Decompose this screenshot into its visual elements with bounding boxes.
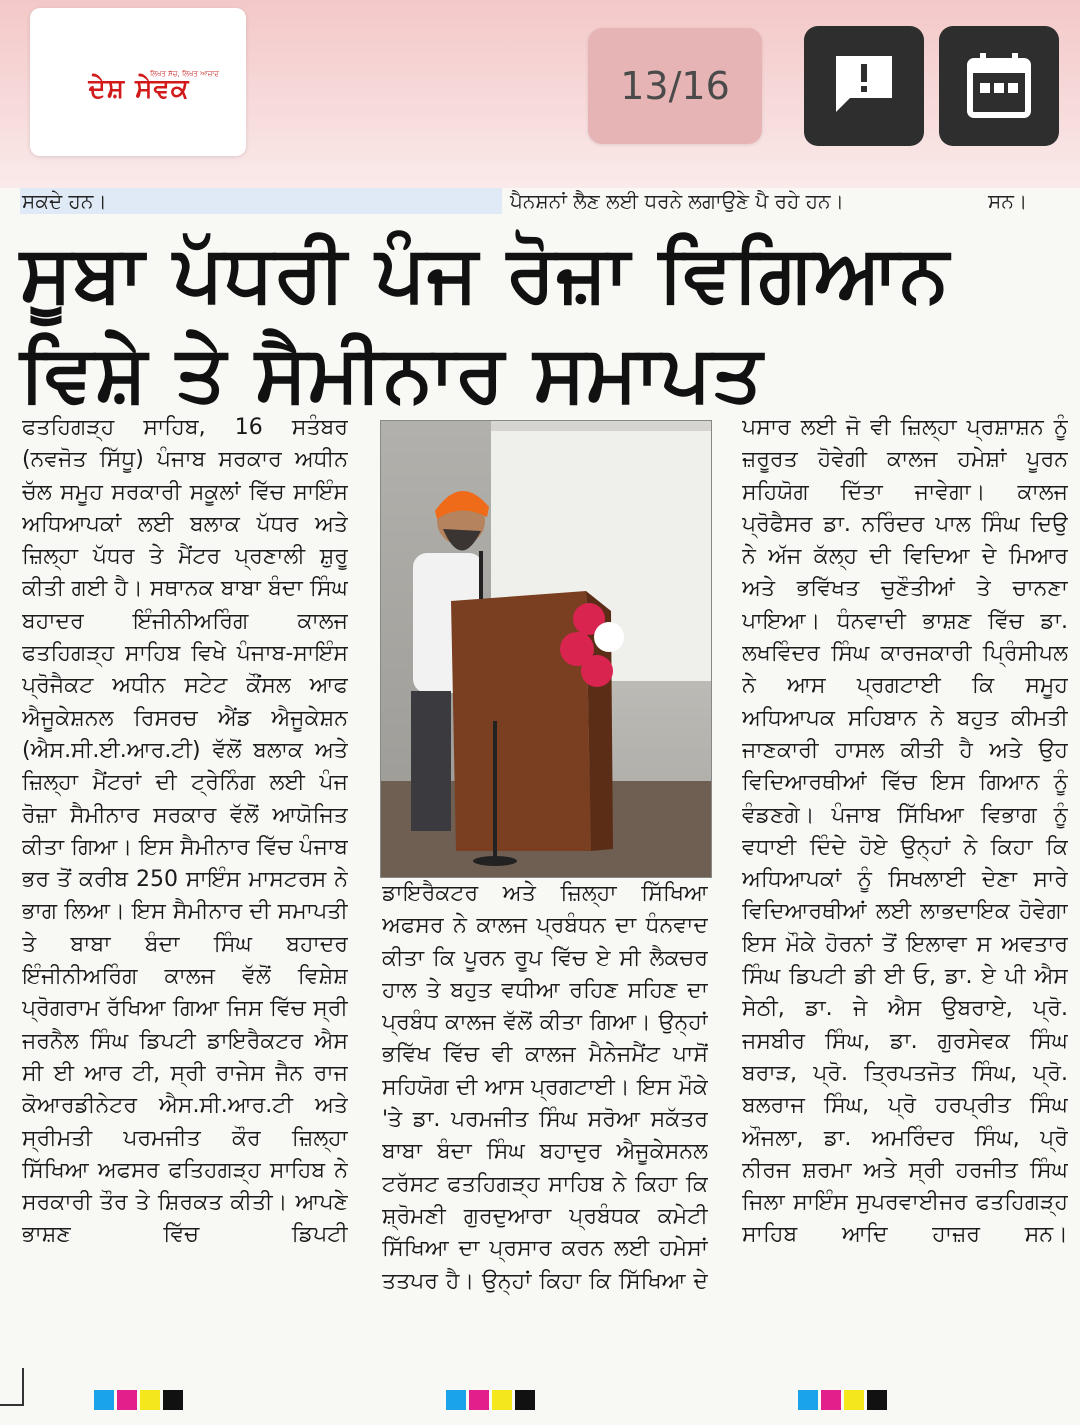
column-2-text: ਡਾਇਰੈਕਟਰ ਅਤੇ ਜ਼ਿਲ੍ਹਾ ਸਿੱਖਿਆ ਅਫਸਰ ਨੇ ਕਾਲਜ ਪ੍ਰਬੰਧਨ ਦਾ ਧੰਨਵਾਦ ਕੀਤਾ ਕਿ ਪੂਰਨ ਰੂਪ ਵਿੱਚ ਏ ਸੀ ਲੈਕਚਰ ਹਾਲ ਤੇ ਬਹੁਤ ਵਧੀਆ ਰਹਿਣ ਸਹਿਣ ਦਾ ਪ੍ਰਬੰਧ ਕਾਲਜ ਵੱਲੋਂ ਕੀਤਾ ਗਿਆ। ਉਨ੍ਹਾਂ ਭਵਿੱਖ ਵਿੱਚ ਵੀ ਕਾਲਜ ਮੈਨੇਜਮੈਂਟ ਪਾਸੋਂ ਸਹਿਯੋਗ ਦੀ ਆਸ ਪ੍ਰਗਟਾਈ। ਇਸ ਮੌਕੇ 'ਤੇ ਡਾ. ਪਰਮਜੀਤ ਸਿੰਘ ਸਰੋਆ ਸਕੱਤਰ ਬਾਬਾ ਬੰਦਾ ਸਿੰਘ ਬਹਾਦੁਰ ਐਜੂਕੇਸਨਲ ਟਰੱਸਟ ਫਤਹਿਗੜ੍ਹ ਸਾਹਿਬ ਨੇ ਕਿਹਾ ਕਿ ਸ਼੍ਰੋਮਣੀ ਗੁਰਦੁਆਰਾ ਪ੍ਰਬੰਧਕ ਕਮੇਟੀ ਸਿੱਖਿਆ ਦਾ ਪ੍ਰਸਾਰ ਕਰਨ ਲਈ ਹਮੇਸਾਂ ਤਤਪਰ ਹੈ। ਉਨ੍ਹਾਂ ਕਿਹਾ ਕਿ ਸਿੱਖਿਆ ਦੇ — [382, 881, 708, 1294]
column-1-text: ਫਤਹਿਗੜ੍ਹ ਸਾਹਿਬ, 16 ਸਤੰਬਰ (ਨਵਜੋਤ ਸਿੱਧੂ) ਪੰਜਾਬ ਸਰਕਾਰ ਅਧੀਨ ਚੱਲ ਸਮੂਹ ਸਰਕਾਰੀ ਸਕੂਲਾਂ ਵਿੱਚ ਸਾਇੰਸ ਅਧਿਆਪਕਾਂ ਲਈ ਬਲਾਕ ਪੱਧਰ ਅਤੇ ਜ਼ਿਲ੍ਹਾ ਪੱਧਰ ਤੇ ਮੈਂਟਰ ਪ੍ਰਣਾਲੀ ਸ਼ੁਰੂ ਕੀਤੀ ਗਈ ਹੈ। ਸਥਾਨਕ ਬਾਬਾ ਬੰਦਾ ਸਿੰਘ ਬਹਾਦਰ ਇੰਜੀਨੀਅਰਿੰਗ ਕਾਲਜ ਫਤਹਿਗੜ੍ਹ ਸਾਹਿਬ ਵਿਖੇ ਪੰਜਾਬ-ਸਾਇੰਸ ਪ੍ਰੋਜੈਕਟ ਅਧੀਨ ਸਟੇਟ ਕੌਂਸਲ ਆਫ ਐਜੂਕੇਸ਼ਨਲ ਰਿਸਰਚ ਐਂਡ ਐਜੂਕੇਸ਼ਨ (ਐਸ.ਸੀ.ਈ.ਆਰ.ਟੀ) ਵੱਲੋਂ ਬਲਾਕ ਅਤੇ ਜ਼ਿਲ੍ਹਾ ਮੈਂਟਰਾਂ ਦੀ ਟ੍ਰੇਨਿੰਗ ਲਈ ਪੰਜ ਰੋਜ਼ਾ ਸੈਮੀਨਾਰ ਸਰਕਾਰ ਵੱਲੋਂ ਆਯੋਜਿਤ ਕੀਤਾ ਗਿਆ। ਇਸ ਸੈਮੀਨਾਰ ਵਿੱਚ ਪੰਜਾਬ ਭਰ ਤੋਂ ਕਰੀਬ 250 ਸਾਇੰਸ ਮਾਸਟਰਸ ਨੇ ਭਾਗ ਲਿਆ। ਇਸ ਸੈਮੀਨਾਰ ਦੀ ਸਮਾਪਤੀ ਤੇ ਬਾਬਾ ਬੰਦਾ ਸਿੰਘ ਬਹਾਦਰ ਇੰਜੀਨੀਅਰਿੰਗ ਕਾਲਜ ਵੱਲੋਂ ਵਿਸ਼ੇਸ਼ ਪ੍ਰੋਗਰਾਮ ਰੱਖਿਆ ਗਿਆ ਜਿਸ ਵਿੱਚ ਸ੍ਰੀ ਜਰਨੈਲ ਸਿੰਘ ਡਿਪਟੀ ਡਾਇਰੈਕਟਰ ਐਸ ਸੀ ਈ ਆਰ ਟੀ, ਸ੍ਰੀ ਰਾਜੇਸ ਜੈਨ ਰਾਜ ਕੋਆਰਡੀਨੇਟਰ ਐਸ.ਸੀ.ਆਰ.ਟੀ ਅਤੇ ਸ੍ਰੀਮਤੀ ਪਰਮਜੀਤ ਕੌਰ ਜ਼ਿਲ੍ਹਾ ਸਿੱਖਿਆ ਅਫਸਰ ਫਤਿਹਗੜ੍ਹ ਸਾਹਿਬ ਨੇ ਸਰਕਾਰੀ ਤੌਰ ਤੇ ਸ਼ਿਰਕਤ ਕੀਤੀ। ਆਪਣੇ ਭਾਸ਼ਣ ਵਿੱਚ ਡਿਪਟੀ — [22, 415, 348, 1248]
newspaper-page[interactable] — [0, 188, 1080, 1425]
logo-tagline: ਲਿਖਤ ਸੱਚ, ਲਿਖਤ ਆਜ਼ਾਦ — [150, 70, 219, 78]
headline-line-1: ਸੂਬਾ ਪੱਧਰੀ ਪੰਜ ਰੋਜ਼ਾ ਵਿਗਿਆਨ — [20, 229, 950, 319]
feedback-icon — [828, 48, 900, 124]
article-column-3 — [742, 412, 1068, 1392]
article-column-2 — [382, 878, 708, 1378]
newspaper-logo[interactable] — [30, 8, 246, 156]
previous-article-text-left: ਸਕਦੇ ਹਨ। — [20, 188, 502, 214]
feedback-button[interactable] — [804, 26, 924, 146]
column-3-text: ਪਸਾਰ ਲਈ ਜੋ ਵੀ ਜ਼ਿਲ੍ਹਾ ਪ੍ਰਸ਼ਾਸ਼ਨ ਨੂੰ ਜ਼ਰੂਰਤ ਹੋਵੇਗੀ ਕਾਲਜ ਹਮੇਸ਼ਾਂ ਪੂਰਨ ਸਹਿਯੋਗ ਦਿੱਤਾ ਜਾਵੇਗਾ। ਕਾਲਜ ਪ੍ਰੋਫੈਸਰ ਡਾ. ਨਰਿੰਦਰ ਪਾਲ ਸਿੰਘ ਦਿਉ ਨੇ ਅੱਜ ਕੱਲ੍ਹ ਦੀ ਵਿਦਿਆ ਦੇ ਮਿਆਰ ਅਤੇ ਭਵਿੱਖਤ ਚੁਣੌਤੀਆਂ ਤੇ ਚਾਨਣਾ ਪਾਇਆ। ਧੰਨਵਾਦੀ ਭਾਸ਼ਣ ਵਿੱਚ ਡਾ. ਲਖਵਿੰਦਰ ਸਿੰਘ ਕਾਰਜਕਾਰੀ ਪ੍ਰਿੰਸੀਪਲ ਨੇ ਆਸ ਪ੍ਰਗਟਾਈ ਕਿ ਸਮੂਹ ਅਧਿਆਪਕ ਸਹਿਬਾਨ ਨੇ ਬਹੁਤ ਕੀਮਤੀ ਜਾਣਕਾਰੀ ਹਾਸਲ ਕੀਤੀ ਹੈ ਅਤੇ ਉਹ ਵਿਦਿਆਰਥੀਆਂ ਵਿੱਚ ਇਸ ਗਿਆਨ ਨੂੰ ਵੰਡਣਗੇ। ਪੰਜਾਬ ਸਿੱਖਿਆ ਵਿਭਾਗ ਨੂੰ ਵਧਾਈ ਦਿੰਦੇ ਹੋਏ ਉਨ੍ਹਾਂ ਨੇ ਕਿਹਾ ਕਿ ਅਧਿਆਪਕਾਂ ਨੂੰ ਸਿਖਲਾਈ ਦੇਣਾ ਸਾਰੇ ਵਿਦਿਆਰਥੀਆਂ ਲਈ ਲਾਭਦਾਇਕ ਹੋਵੇਗਾ ਇਸ ਮੌਕੇ ਹੋਰਨਾਂ ਤੋਂ ਇਲਾਵਾ ਸ ਅਵਤਾਰ ਸਿੰਘ ਡਿਪਟੀ ਡੀ ਈ ਓ, ਡਾ. ਏ ਪੀ ਐਸ ਸੇਠੀ, ਡਾ. ਜੇ ਐਸ ਉਬਰਾਏ, ਪ੍ਰੋ. ਜਸਬੀਰ ਸਿੰਘ, ਡਾ. ਗੁਰਸੇਵਕ ਸਿੰਘ ਬਰਾੜ, ਪ੍ਰੋ. ਤ੍ਰਿਪਤਜੋਤ ਸਿੰਘ, ਪ੍ਰੋ. ਬਲਰਾਜ ਸਿੰਘ, ਪ੍ਰੋ ਹਰਪ੍ਰੀਤ ਸਿੰਘ ਔਜਲਾ, ਡਾ. ਅਮਰਿੰਦਰ ਸਿੰਘ, ਪ੍ਰੋ ਨੀਰਜ ਸ਼ਰਮਾ ਅਤੇ ਸ੍ਰੀ ਹਰਜੀਤ ਸਿੰਘ ਜਿਲਾ ਸਾਇੰਸ ਸੁਪਰਵਾਈਜਰ ਫਤਹਿਗੜ੍ਹ ਸਾਹਿਬ ਆਦਿ ਹਾਜ਼ਰ ਸਨ। — [742, 415, 1068, 1248]
page-counter[interactable]: 13/16 — [588, 28, 762, 144]
previous-article-line: ਪੈਨਸ਼ਨਾਂ ਲੈਣ ਲਈ ਧਰਨੇ ਲਗਾਉਣੇ ਪੈ ਰਹੇ ਹਨ। — [510, 189, 844, 213]
crop-mark — [0, 1368, 24, 1406]
previous-article-line-end: ਸਨ। — [988, 189, 1028, 213]
calendar-button[interactable] — [939, 26, 1059, 146]
color-registration-marks — [94, 1390, 183, 1412]
article-headline — [20, 224, 1070, 424]
color-registration-marks — [446, 1390, 535, 1412]
article-column-1 — [22, 412, 348, 1392]
article-photo — [380, 420, 712, 878]
top-app-bar — [0, 0, 1080, 188]
previous-article-text-right — [510, 188, 1050, 214]
logo-text: ਦੇਸ਼ ਸੇਵਕ — [88, 74, 190, 104]
headline-line-2: ਵਿਸ਼ੇ ਤੇ ਸੈਮੀਨਾਰ ਸਮਾਪਤ — [20, 329, 764, 419]
calendar-icon — [964, 49, 1034, 123]
color-registration-marks — [798, 1390, 887, 1412]
